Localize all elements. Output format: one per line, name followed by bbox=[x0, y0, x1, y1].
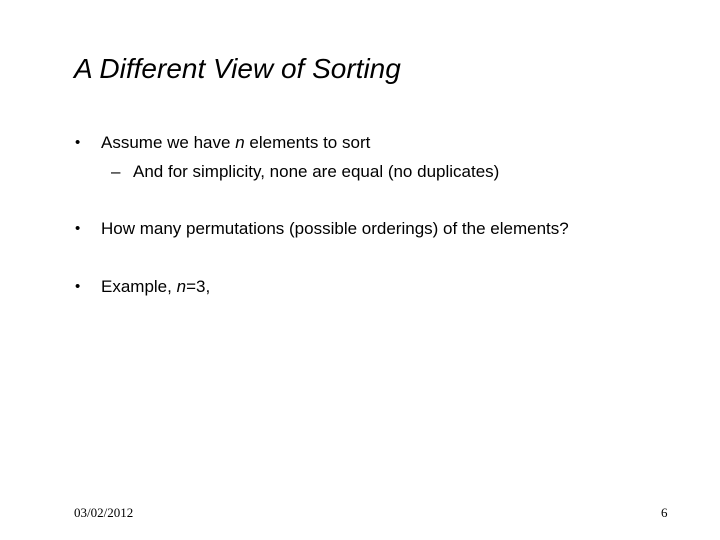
sub-bullet-text: And for simplicity, none are equal (no duplicates) bbox=[133, 162, 500, 181]
bullet-text bbox=[101, 276, 210, 298]
sub-bullet-symbol: – bbox=[111, 162, 121, 181]
bullet-text: How many permutations (possible orderings) of the elements? bbox=[101, 219, 569, 238]
bullet-symbol: • bbox=[75, 220, 81, 237]
footer-date: 03/02/2012 bbox=[74, 505, 134, 520]
italic-variable: n bbox=[235, 133, 245, 152]
bullet-text-before: Assume we have bbox=[101, 133, 236, 152]
slide-title: A Different View of Sorting bbox=[74, 53, 401, 84]
bullet-symbol: • bbox=[75, 278, 81, 295]
bullet-text-before: Example, bbox=[101, 277, 177, 296]
bullet-text-after: =3, bbox=[186, 277, 211, 296]
bullet-text-after: elements to sort bbox=[244, 133, 371, 152]
italic-variable: n bbox=[176, 277, 187, 296]
bullet-symbol: • bbox=[75, 134, 81, 151]
page-number: 6 bbox=[661, 505, 668, 520]
bullet-text bbox=[101, 132, 370, 154]
